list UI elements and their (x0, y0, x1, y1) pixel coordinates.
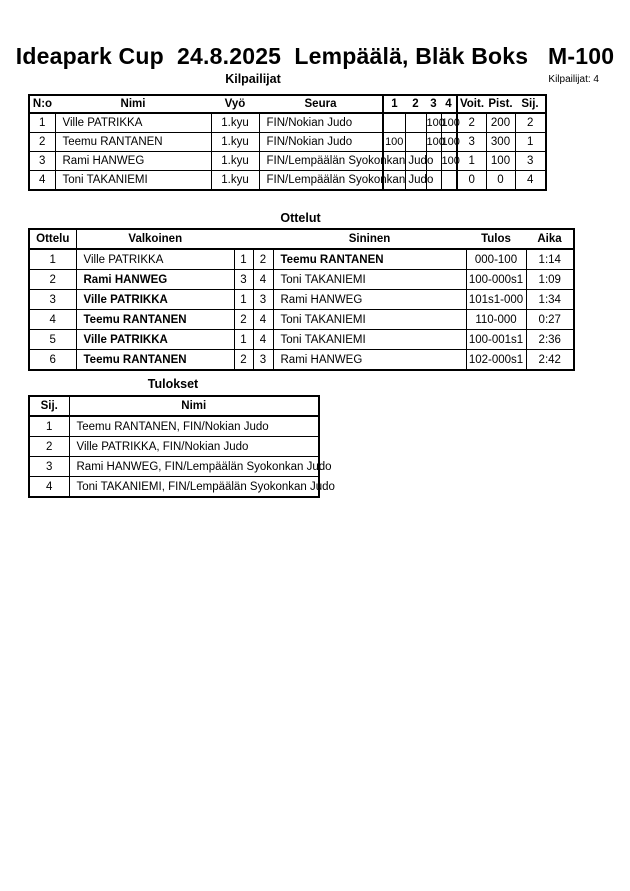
cell-match-no: 2 (29, 270, 76, 290)
cell-belt: 1.kyu (211, 152, 259, 171)
cell-match-no: 6 (29, 350, 76, 371)
cell-white-no: 2 (234, 310, 253, 330)
cell-white-no: 3 (234, 270, 253, 290)
col-header-name: Nimi (55, 95, 211, 113)
cell-place: 4 (515, 171, 546, 191)
cell-white-name: Teemu RANTANEN (76, 310, 234, 330)
cell-belt: 1.kyu (211, 113, 259, 133)
cell-match-no: 3 (29, 290, 76, 310)
cell-result-1 (383, 113, 405, 133)
matches-section-title: Ottelut (280, 211, 321, 225)
cell-match-no: 5 (29, 330, 76, 350)
match-row (29, 310, 574, 330)
cell-blue-name: Toni TAKANIEMI (273, 270, 466, 290)
cell-blue-name: Toni TAKANIEMI (273, 310, 466, 330)
col-header-white: Valkoinen (76, 229, 234, 249)
cell-wins: 2 (457, 113, 486, 133)
cell-no: 2 (29, 133, 55, 152)
cell-name-club: Toni TAKANIEMI, FIN/Lempäälän Syokonkan Judo (69, 477, 319, 498)
matches-header-row (29, 229, 574, 249)
result-row (29, 457, 319, 477)
col-header-blue: Sininen (273, 229, 466, 249)
cell-result-3: 100 (426, 133, 441, 152)
cell-white-name: Ville PATRIKKA (76, 290, 234, 310)
col-header-blue-no (253, 229, 273, 249)
col-header-opp1: 1 (383, 95, 405, 113)
subheader-row (0, 71, 630, 89)
col-header-wins: Voit. (457, 95, 486, 113)
cell-white-no: 2 (234, 350, 253, 371)
cell-name: Teemu RANTANEN (55, 133, 211, 152)
cell-club: FIN/Nokian Judo (259, 113, 383, 133)
cell-points: 200 (486, 113, 515, 133)
col-header-club: Seura (259, 95, 383, 113)
cell-name: Toni TAKANIEMI (55, 171, 211, 191)
cell-white-name: Rami HANWEG (76, 270, 234, 290)
col-header-time: Aika (526, 229, 574, 249)
cell-result-2 (405, 113, 426, 133)
cell-no: 4 (29, 171, 55, 191)
cell-result-2 (405, 133, 426, 152)
competitor-row (29, 152, 546, 171)
cell-club: FIN/Nokian Judo (259, 133, 383, 152)
match-row (29, 350, 574, 371)
col-header-opp3: 3 (426, 95, 441, 113)
cell-time: 1:34 (526, 290, 574, 310)
cell-place: 2 (515, 113, 546, 133)
col-header-match: Ottelu (29, 229, 76, 249)
cell-score: 000-100 (466, 249, 526, 270)
cell-belt: 1.kyu (211, 171, 259, 191)
cell-wins: 1 (457, 152, 486, 171)
cell-place: 3 (29, 457, 69, 477)
match-row (29, 270, 574, 290)
cell-blue-name: Teemu RANTANEN (273, 249, 466, 270)
results-header-row (29, 396, 319, 416)
cell-result-4: 100 (441, 133, 457, 152)
cell-score: 100-000s1 (466, 270, 526, 290)
cell-time: 0:27 (526, 310, 574, 330)
cell-match-no: 4 (29, 310, 76, 330)
match-row (29, 249, 574, 270)
result-row (29, 477, 319, 498)
cell-club: FIN/Lempäälän Syokonkan Judo (259, 171, 383, 191)
cell-place: 4 (29, 477, 69, 498)
cell-no: 1 (29, 113, 55, 133)
cell-club: FIN/Lempäälän Syokonkan Judo (259, 152, 383, 171)
cell-white-no: 1 (234, 249, 253, 270)
cell-result-4: 100 (441, 113, 457, 133)
cell-name-club: Rami HANWEG, FIN/Lempäälän Syokonkan Judo (69, 457, 319, 477)
results-table (28, 395, 335, 498)
competitors-table (28, 94, 547, 191)
cell-time: 2:42 (526, 350, 574, 371)
cell-blue-name: Rami HANWEG (273, 350, 466, 371)
competitors-header-row (29, 95, 546, 113)
cell-no: 3 (29, 152, 55, 171)
cell-blue-no: 4 (253, 330, 273, 350)
cell-place: 2 (29, 437, 69, 457)
cell-wins: 0 (457, 171, 486, 191)
cell-blue-no: 2 (253, 249, 273, 270)
cell-name: Ville PATRIKKA (55, 113, 211, 133)
col-header-place: Sij. (515, 95, 546, 113)
matches-table (28, 228, 575, 371)
cell-blue-no: 3 (253, 350, 273, 371)
cell-blue-no: 4 (253, 270, 273, 290)
col-header-opp2: 2 (405, 95, 426, 113)
results-section-title: Tulokset (147, 377, 199, 391)
cell-white-no: 1 (234, 330, 253, 350)
col-header-name: Nimi (69, 396, 319, 416)
cell-score: 100-001s1 (466, 330, 526, 350)
col-header-belt: Vyö (211, 95, 259, 113)
cell-name-club: Teemu RANTANEN, FIN/Nokian Judo (69, 416, 319, 437)
cell-result-4 (441, 171, 457, 191)
cell-blue-name: Toni TAKANIEMI (273, 330, 466, 350)
cell-time: 1:14 (526, 249, 574, 270)
col-header-opp4: 4 (441, 95, 457, 113)
cell-score: 102-000s1 (466, 350, 526, 371)
competitor-count-label: Kilpailijat: 4 (548, 74, 599, 85)
col-header-place: Sij. (29, 396, 69, 416)
match-row (29, 330, 574, 350)
cell-blue-no: 4 (253, 310, 273, 330)
cell-result-3: 100 (426, 113, 441, 133)
col-header-points: Pist. (486, 95, 515, 113)
cell-name-club: Ville PATRIKKA, FIN/Nokian Judo (69, 437, 319, 457)
competitors-section-title: Kilpailijat (225, 72, 281, 86)
cell-result-1: 100 (383, 133, 405, 152)
cell-place: 1 (515, 133, 546, 152)
cell-blue-no: 3 (253, 290, 273, 310)
cell-white-no: 1 (234, 290, 253, 310)
col-header-score: Tulos (466, 229, 526, 249)
cell-points: 100 (486, 152, 515, 171)
cell-place: 1 (29, 416, 69, 437)
cell-name: Rami HANWEG (55, 152, 211, 171)
match-row (29, 290, 574, 310)
cell-white-name: Ville PATRIKKA (76, 249, 234, 270)
result-row (29, 437, 319, 457)
competitor-row (29, 133, 546, 152)
competitor-row (29, 113, 546, 133)
competitor-row (29, 171, 546, 191)
cell-score: 110-000 (466, 310, 526, 330)
cell-match-no: 1 (29, 249, 76, 270)
col-header-no: N:o (29, 95, 55, 113)
cell-wins: 3 (457, 133, 486, 152)
cell-points: 300 (486, 133, 515, 152)
cell-result-4: 100 (441, 152, 457, 171)
cell-blue-name: Rami HANWEG (273, 290, 466, 310)
cell-points: 0 (486, 171, 515, 191)
col-header-white-no (234, 229, 253, 249)
page-title: Ideapark Cup 24.8.2025 Lempäälä, Bläk Boks M-100 (15, 43, 615, 69)
cell-time: 2:36 (526, 330, 574, 350)
cell-place: 3 (515, 152, 546, 171)
cell-white-name: Teemu RANTANEN (76, 350, 234, 371)
result-row (29, 416, 319, 437)
cell-time: 1:09 (526, 270, 574, 290)
cell-belt: 1.kyu (211, 133, 259, 152)
cell-white-name: Ville PATRIKKA (76, 330, 234, 350)
cell-score: 101s1-000 (466, 290, 526, 310)
